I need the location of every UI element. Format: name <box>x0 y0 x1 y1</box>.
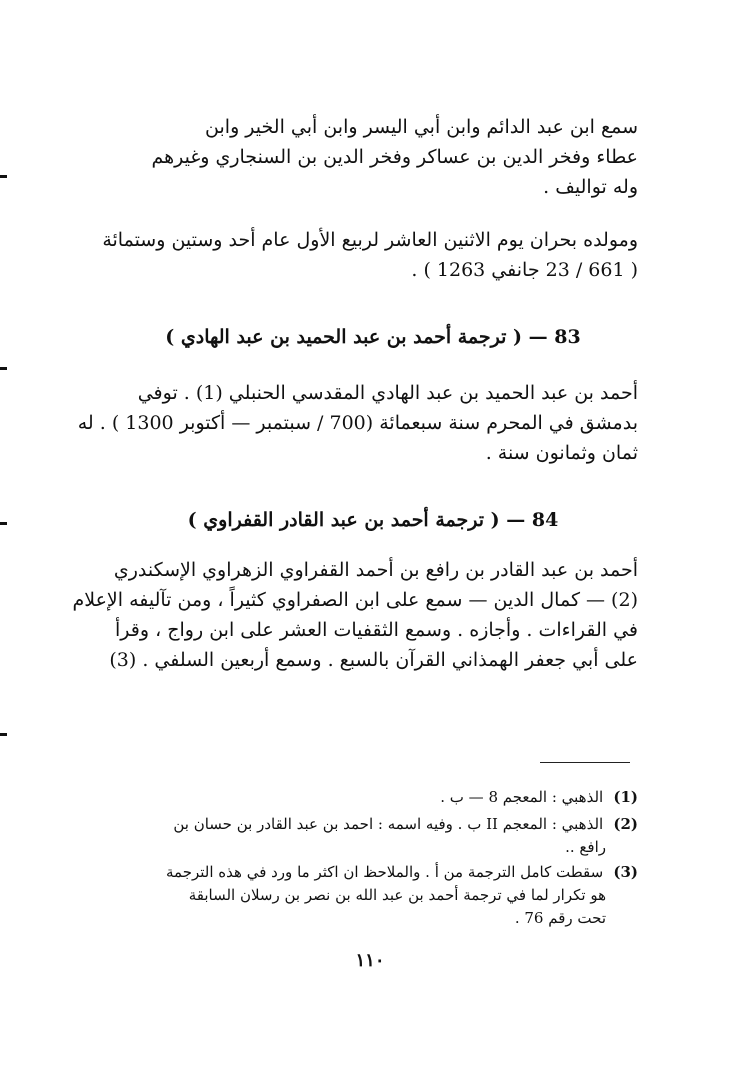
text-line: على أبي جعفر الهمذاني القرآن بالسبع . وسمع أربعين السلفي . (3) <box>109 649 638 671</box>
section-heading-83: 83 — ( ترجمة أحمد بن عبد الحميد بن عبد الهادي ) <box>165 326 581 348</box>
scan-edge-mark <box>0 175 7 178</box>
footnote-3 <box>108 861 638 930</box>
text-line: ( 661 / 23 جانفي 1263 ) . <box>411 259 638 281</box>
scan-edge-mark <box>0 367 7 370</box>
footnote-line <box>108 813 638 836</box>
paragraph-entry-84 <box>72 555 638 675</box>
scan-edge-mark <box>0 733 7 736</box>
footnote-text: رافع .. <box>565 838 606 856</box>
footnote-line <box>108 861 638 884</box>
text-line: أحمد بن عبد القادر بن رافع بن أحمد القفراوي الزهراوي الإسكندري <box>113 559 638 581</box>
text-line: بدمشق في المحرم سنة سبعمائة (700 / سبتمبر — أكتوبر 1300 ) . له <box>77 412 638 434</box>
paragraph-entry-83 <box>77 378 638 468</box>
footnote-2 <box>108 813 638 859</box>
footnote-number: (3) <box>613 863 638 881</box>
footnote-1 <box>108 786 638 809</box>
paragraph-teachers <box>108 112 638 202</box>
text-line: وله تواليف . <box>543 176 638 198</box>
footnote-number: (1) <box>613 788 638 806</box>
section-heading-84: 84 — ( ترجمة أحمد بن عبد القادر القفراوي ) <box>187 509 559 531</box>
footnote-text: الذهبي : المعجم 8 — ب . <box>440 788 604 806</box>
text-line: أحمد بن عبد الحميد بن عبد الهادي المقدسي الحنبلي (1) . توفي <box>137 382 638 404</box>
footnote-line <box>108 786 638 809</box>
paragraph-birth <box>102 225 638 285</box>
footnote-text: سقطت كامل الترجمة من أ . والملاحظ ان اكثر ما ورد في هذه الترجمة <box>165 863 604 881</box>
text-line: ومولده بحران يوم الاثنين العاشر لربيع الأول عام أحد وستين وستمائة <box>102 229 638 251</box>
page-number: ١١٠ <box>355 950 385 971</box>
footnote-text: هو تكرار لما في ترجمة أحمد بن عبد الله بن نصر بن رسلان السابقة <box>188 886 606 904</box>
scan-edge-mark <box>0 522 7 525</box>
text-line: سمع ابن عبد الدائم وابن أبي اليسر وابن أبي الخير وابن <box>205 116 638 138</box>
footnote-number: (2) <box>613 815 638 833</box>
footnote-text: تحت رقم 76 . <box>514 909 606 927</box>
text-line: (2) — كمال الدين — سمع على ابن الصفراوي كثيراً ، ومن تآليفه الإعلام <box>72 589 638 611</box>
text-line: في القراءات . وأجازه . وسمع الثقفيات العشر على ابن رواج ، وقرأ <box>115 619 638 641</box>
footnote-divider <box>540 762 630 763</box>
text-line: عطاء وفخر الدين بن عساكر وفخر الدين بن السنجاري وغيرهم <box>151 146 638 168</box>
text-line: ثمان وثمانون سنة . <box>485 442 638 464</box>
footnote-text: الذهبي : المعجم II ب . وفيه اسمه : احمد بن عبد القادر بن حسان بن <box>173 815 604 833</box>
